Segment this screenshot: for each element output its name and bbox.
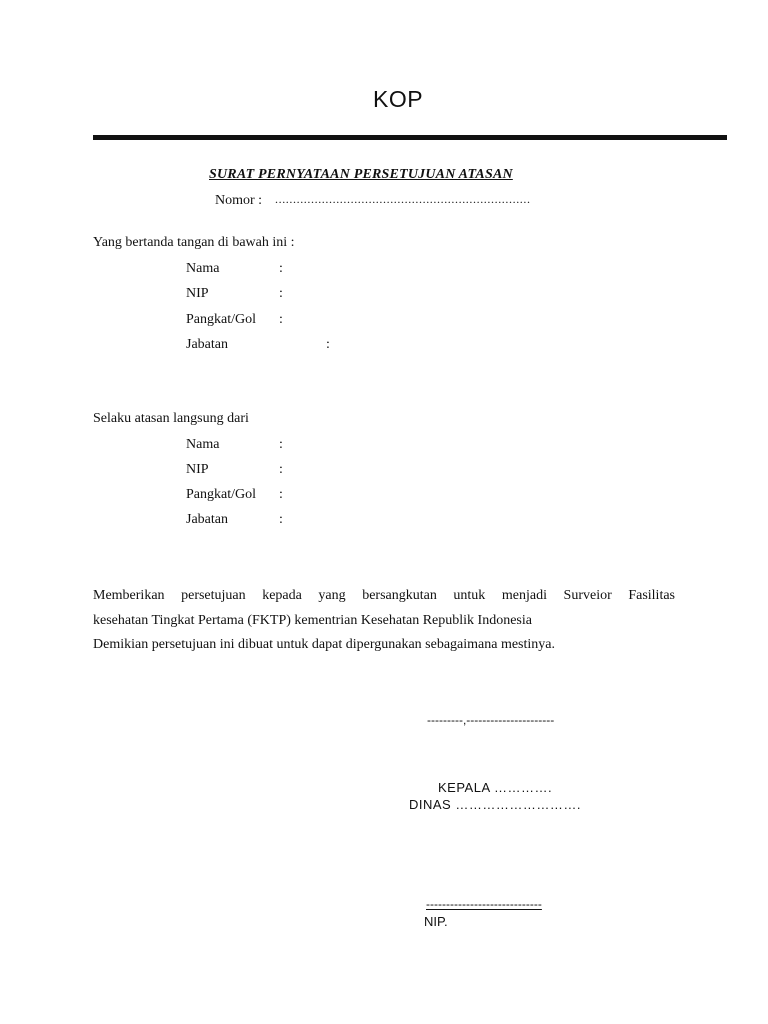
superior-field-colon: : (279, 261, 283, 276)
subordinate-field-label: NIP (186, 462, 209, 477)
signature-title-line: KEPALA …………. (438, 780, 553, 795)
superior-field-colon: : (326, 337, 330, 352)
subordinate-field-colon: : (279, 512, 283, 527)
superior-field-colon: : (279, 286, 283, 301)
signature-nip-label: NIP. (424, 914, 448, 929)
letterhead-kop: KOP (373, 86, 424, 112)
document-number-value: ....................................................................... (275, 192, 531, 206)
statement-line: Memberikan persetujuan kepada yang bersangkutan untuk menjadi Surveior Fasilitas (93, 588, 675, 603)
subordinate-field-label: Jabatan (186, 512, 228, 527)
document-number-label: Nomor : (215, 193, 263, 208)
subordinate-field-colon: : (279, 462, 283, 477)
document-title: SURAT PERNYATAAN PERSETUJUAN ATASAN (209, 167, 513, 182)
signature-place-date: ---------,---------------------- (427, 713, 555, 727)
subordinate-field-label: Pangkat/Gol (186, 487, 256, 502)
signature-name-line: ----------------------------- (426, 897, 542, 911)
subordinate-field-colon: : (279, 437, 283, 452)
superior-intro: Yang bertanda tangan di bawah ini : (93, 235, 295, 250)
statement-line: Demikian persetujuan ini dibuat untuk dapat dipergunakan sebagaimana mestinya. (93, 637, 555, 652)
subordinate-intro: Selaku atasan langsung dari (93, 411, 249, 426)
superior-field-colon: : (279, 312, 283, 327)
superior-field-label: Jabatan (186, 337, 228, 352)
statement-line: kesehatan Tingkat Pertama (FKTP) kementrian Kesehatan Republik Indonesia (93, 613, 532, 628)
letterhead-divider (93, 135, 727, 140)
superior-field-label: Pangkat/Gol (186, 312, 256, 327)
signature-title-line: DINAS ………………………. (409, 797, 581, 812)
subordinate-field-label: Nama (186, 437, 220, 452)
superior-field-label: NIP (186, 286, 209, 301)
superior-field-label: Nama (186, 261, 220, 276)
subordinate-field-colon: : (279, 487, 283, 502)
